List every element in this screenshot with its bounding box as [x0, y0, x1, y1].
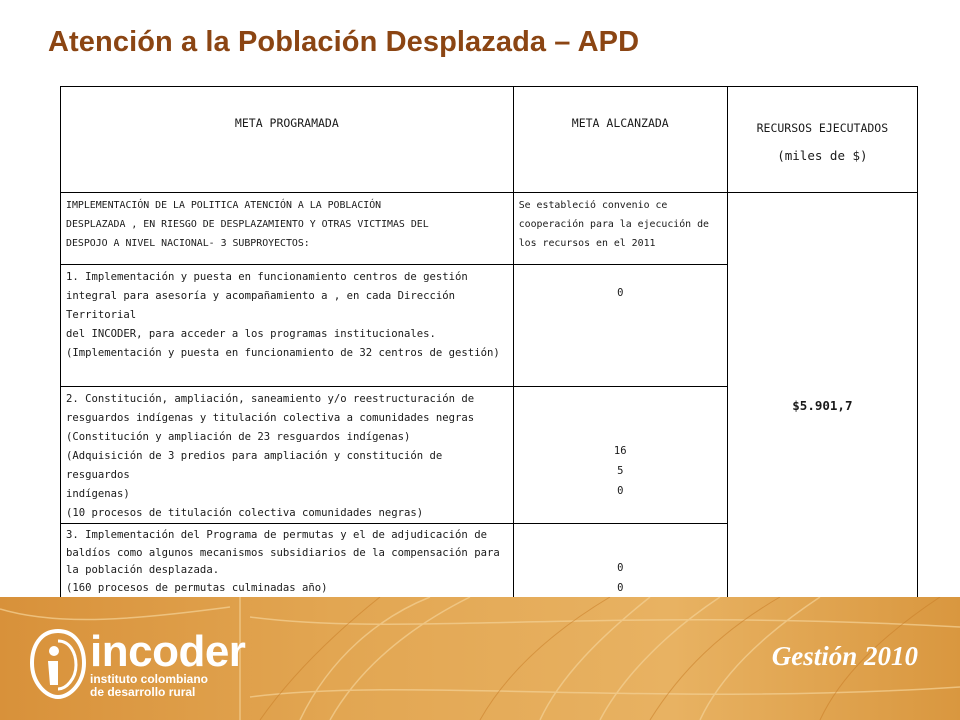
brand-subtitle-2: de desarrollo rural [90, 685, 196, 699]
alcanzada-value: 0 [617, 485, 624, 497]
table-header-row [61, 87, 918, 193]
header-meta-programada: META PROGRAMADA [61, 87, 514, 193]
alcanzada-value: 5 [617, 465, 624, 477]
header-recursos-line2: (miles de $) [777, 147, 868, 163]
meta-line: la población desplazada. [66, 564, 220, 576]
meta-programada-cell [61, 265, 514, 387]
brand-subtitle-1: instituto colombiano [90, 672, 208, 686]
recursos-total-value: $5.901,7 [792, 398, 853, 413]
alcanzada-value: 0 [617, 582, 624, 594]
alcanzada-line: los recursos en el 2011 [518, 238, 656, 249]
meta-line: (Adquisición de 3 predios para ampliación y constitución de resguardos [66, 450, 443, 481]
meta-line: 1. Implementación y puesta en funcionamiento centros de gestión [66, 271, 468, 283]
meta-line: resguardos indígenas y titulación colectiva a comunidades negras [66, 412, 475, 424]
incoder-logo-icon [28, 627, 88, 701]
meta-line: del INCODER, para acceder a los programas institucionales. [66, 328, 436, 340]
brand-block [90, 627, 246, 699]
header-meta-alcanzada: META ALCANZADA [513, 87, 727, 193]
meta-alcanzada-cell [513, 265, 727, 387]
alcanzada-line: Se estableció convenio ce [518, 200, 668, 211]
table-row [61, 193, 918, 265]
brand-name: incoder [90, 627, 246, 676]
meta-line: (160 procesos de permutas culminadas año) [66, 581, 328, 594]
meta-line: indígenas) [66, 488, 130, 500]
alcanzada-line: cooperación para la ejecución de [518, 219, 709, 230]
header-recursos-ejecutados [727, 87, 917, 193]
meta-line: (Implementación y puesta en funcionamiento de 32 centros de gestión) [66, 347, 500, 359]
footer-band [0, 597, 960, 720]
meta-line: DESPLAZADA , EN RIESGO DE DESPLAZAMIENTO Y OTRAS VICTIMAS DEL [66, 219, 429, 230]
gestion-tagline: Gestión 2010 [771, 641, 918, 671]
alcanzada-value: 0 [617, 562, 624, 574]
meta-line: (10 procesos de titulación colectiva comunidades negras) [66, 507, 424, 519]
meta-line: IMPLEMENTACIÓN DE LA POLITICA ATENCIÓN A LA POBLACIÓN [66, 200, 382, 211]
meta-line: 2. Constitución, ampliación, saneamiento y/o reestructuración de [66, 393, 475, 405]
meta-line: baldíos como algunos mecanismos subsidiarios de la compensación para [66, 546, 500, 559]
meta-programada-cell [61, 387, 514, 524]
meta-line: 3. Implementación del Programa de permutas y el de adjudicación de [66, 529, 487, 541]
meta-line: integral para asesoría y acompañamiento a , en cada Dirección Territorial [66, 290, 456, 321]
apd-results-table [60, 86, 918, 619]
alcanzada-value: 0 [617, 287, 624, 299]
alcanzada-value: 16 [613, 445, 627, 457]
meta-programada-cell [61, 193, 514, 265]
meta-line: DESPOJO A NIVEL NACIONAL- 3 SUBPROYECTOS: [66, 238, 310, 249]
meta-line: (Constitución y ampliación de 23 resguardos indígenas) [66, 431, 411, 443]
recursos-total-cell [727, 193, 917, 619]
page-title: Atención a la Población Desplazada – APD [48, 26, 640, 58]
header-recursos-line1: RECURSOS EJECUTADOS [756, 120, 889, 135]
meta-alcanzada-cell [513, 387, 727, 524]
meta-alcanzada-cell [513, 193, 727, 265]
